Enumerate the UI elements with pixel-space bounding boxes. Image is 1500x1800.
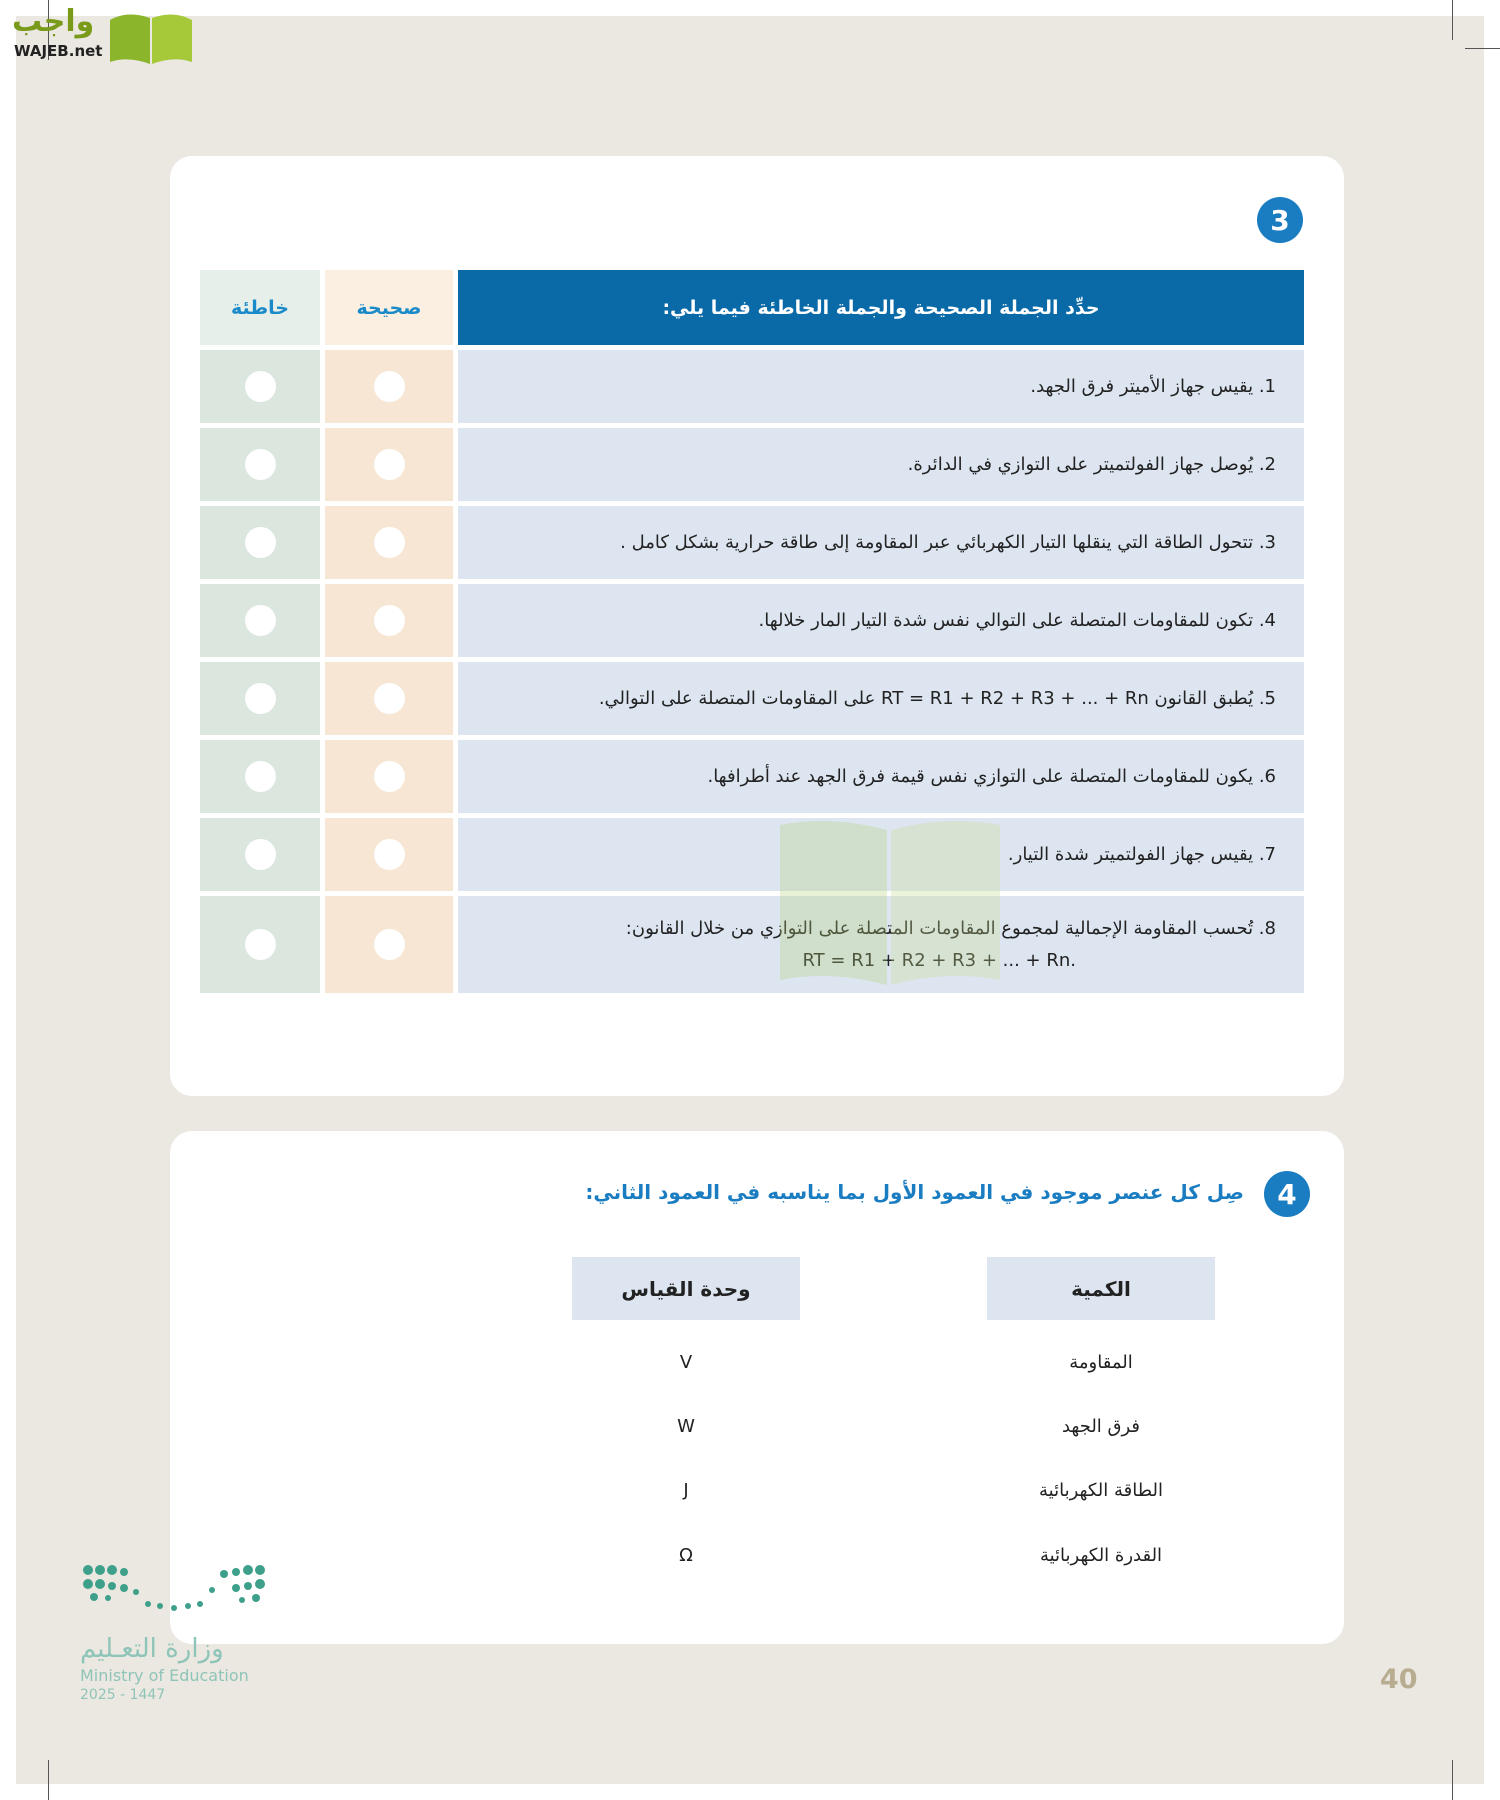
crop-mark (1465, 48, 1500, 49)
statement-text: 1. يقيس جهاز الأميتر فرق الجهد. (1030, 375, 1276, 397)
true-cell (325, 662, 453, 735)
true-cell (325, 740, 453, 813)
quantity-item[interactable]: المقاومة (1069, 1352, 1133, 1373)
false-cell (200, 818, 320, 891)
true-radio[interactable] (374, 929, 405, 960)
true-radio[interactable] (374, 371, 405, 402)
statement-text: 6. يكون للمقاومات المتصلة على التوازي نفس قيمة فرق الجهد عند أطرافها. (707, 765, 1276, 787)
unit-item[interactable]: W (677, 1416, 695, 1437)
statement-row (458, 506, 1304, 579)
false-cell (200, 896, 320, 993)
true-radio[interactable] (374, 605, 405, 636)
statement-row (458, 818, 1304, 891)
statement-row (458, 428, 1304, 501)
question-number-badge: 3 (1257, 197, 1303, 243)
statement-row (458, 584, 1304, 657)
true-radio[interactable] (374, 527, 405, 558)
true-cell (325, 350, 453, 423)
ministry-name-english: Ministry of Education (80, 1666, 249, 1685)
logo-latin: WAJEB.net (14, 42, 103, 60)
false-cell (200, 584, 320, 657)
true-radio[interactable] (374, 839, 405, 870)
false-radio[interactable] (245, 839, 276, 870)
unit-item[interactable]: Ω (679, 1545, 693, 1566)
question-number-badge: 4 (1264, 1171, 1310, 1217)
crop-mark (1452, 1760, 1453, 1800)
statement-text: 7. يقيس جهاز الفولتميتر شدة التيار. (1007, 843, 1276, 865)
column-header-false: خاطئة (200, 270, 320, 345)
wajeb-logo (8, 4, 188, 68)
statement-text: 5. يُطبق القانون RT = R1 + R2 + R3 + ... + Rn على المقاومات المتصلة على التوالي. (598, 687, 1276, 709)
unit-item[interactable]: V (679, 1352, 693, 1373)
crop-mark (1452, 0, 1453, 40)
statement-row (458, 740, 1304, 813)
logo-arabic: واجب (12, 4, 95, 39)
false-cell (200, 350, 320, 423)
column-header-quantity: الكمية (987, 1257, 1215, 1320)
false-cell (200, 662, 320, 735)
question-4-title: صِل كل عنصر موجود في العمود الأول بما يناسبه في العمود الثاني: (585, 1180, 1244, 1204)
statement-text: 2. يُوصل جهاز الفولتميتر على التوازي في الدائرة. (907, 453, 1276, 475)
statement-text: 3. تتحول الطاقة التي ينقلها التيار الكهربائي عبر المقاومة إلى طاقة حرارية بشكل كامل . (620, 531, 1276, 553)
statement-row (458, 662, 1304, 735)
page-number: 40 (1380, 1664, 1418, 1695)
question-4-card (170, 1131, 1344, 1644)
true-cell (325, 818, 453, 891)
quantity-item[interactable]: فرق الجهد (1061, 1416, 1141, 1437)
book-icon (108, 8, 194, 66)
true-cell (325, 428, 453, 501)
column-header-unit: وحدة القياس (572, 1257, 800, 1320)
false-cell (200, 506, 320, 579)
statement-row (458, 896, 1304, 993)
false-cell (200, 740, 320, 813)
true-cell (325, 896, 453, 993)
ministry-logo (80, 1560, 270, 1725)
column-header-true: صحيحة (325, 270, 453, 345)
quantity-item[interactable]: القدرة الكهربائية (1039, 1545, 1163, 1566)
true-radio[interactable] (374, 761, 405, 792)
statement-text: 8. تُحسب المقاومة الإجمالية لمجموع المقاومات المتصلة على التوازي من خلال القانون: (625, 917, 1276, 939)
unit-item[interactable]: J (683, 1480, 689, 1501)
true-cell (325, 584, 453, 657)
false-radio[interactable] (245, 761, 276, 792)
year-label: 2025 - 1447 (80, 1687, 166, 1703)
false-radio[interactable] (245, 371, 276, 402)
false-radio[interactable] (245, 527, 276, 558)
false-radio[interactable] (245, 605, 276, 636)
false-radio[interactable] (245, 449, 276, 480)
true-radio[interactable] (374, 449, 405, 480)
ministry-name-arabic: وزارة التعـليم (80, 1634, 224, 1664)
true-radio[interactable] (374, 683, 405, 714)
quantity-item[interactable]: الطاقة الكهربائية (1039, 1480, 1163, 1501)
statement-formula: .RT = R1 + R2 + R3 + ... + Rn (802, 949, 1076, 971)
false-radio[interactable] (245, 929, 276, 960)
table-header: حدِّد الجملة الصحيحة والجملة الخاطئة فيما يلي: (458, 270, 1304, 345)
crop-mark (48, 1760, 49, 1800)
false-radio[interactable] (245, 683, 276, 714)
false-cell (200, 428, 320, 501)
statement-text: 4. تكون للمقاومات المتصلة على التوالي نفس شدة التيار المار خلالها. (758, 609, 1276, 631)
true-cell (325, 506, 453, 579)
statement-row (458, 350, 1304, 423)
ministry-dots-icon (80, 1560, 270, 1622)
